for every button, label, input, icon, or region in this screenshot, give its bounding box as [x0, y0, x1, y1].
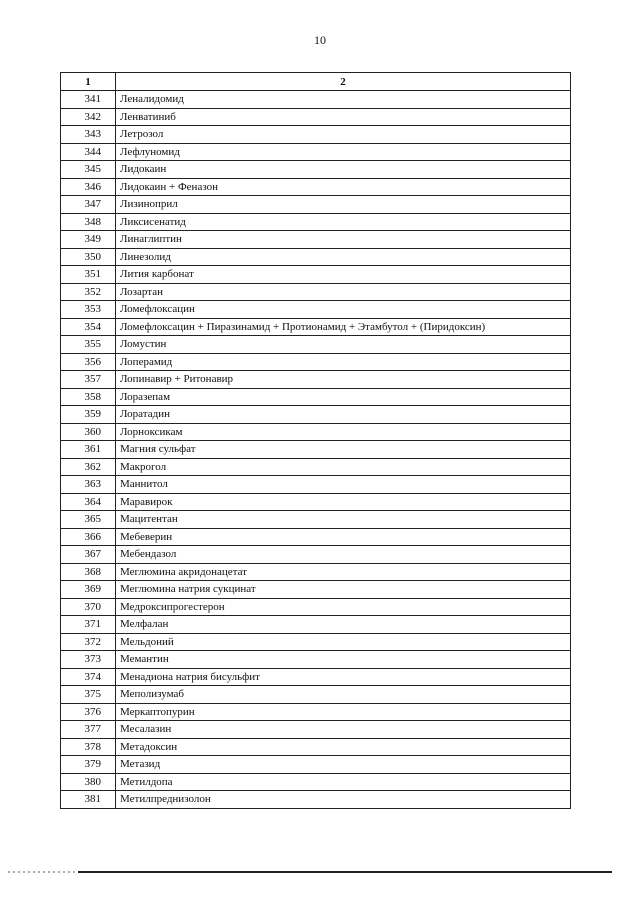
- table-row: [61, 721, 571, 739]
- table-row: [61, 668, 571, 686]
- medication-name: Лефлуномид: [116, 143, 571, 161]
- table-row: [61, 353, 571, 371]
- table-header-row: [61, 73, 571, 91]
- medication-name: Меркаптопурин: [116, 703, 571, 721]
- row-number: 373: [61, 651, 116, 669]
- scanned-footer-line: [8, 870, 612, 874]
- medication-name: Меполизумаб: [116, 686, 571, 704]
- medication-name: Мебеверин: [116, 528, 571, 546]
- row-number: 353: [61, 301, 116, 319]
- column-header-name: 2: [116, 73, 571, 91]
- medication-name: Летрозол: [116, 126, 571, 144]
- medication-name: Медроксипрогестерон: [116, 598, 571, 616]
- medication-name: Лоразепам: [116, 388, 571, 406]
- medication-name: Меглюмина акридонацетат: [116, 563, 571, 581]
- medication-name: Линаглиптин: [116, 231, 571, 249]
- table-row: [61, 458, 571, 476]
- medication-name: Ломефлоксацин + Пиразинамид + Протионамид + Этамбутол + (Пиридоксин): [116, 318, 571, 336]
- medication-table: [60, 72, 571, 809]
- row-number: 355: [61, 336, 116, 354]
- medication-name: Лидокаин: [116, 161, 571, 179]
- medication-name: Мелфалан: [116, 616, 571, 634]
- medication-name: Ленватиниб: [116, 108, 571, 126]
- row-number: 376: [61, 703, 116, 721]
- row-number: 369: [61, 581, 116, 599]
- medication-name: Линезолид: [116, 248, 571, 266]
- row-number: 352: [61, 283, 116, 301]
- medication-name: Меглюмина натрия сукцинат: [116, 581, 571, 599]
- row-number: 367: [61, 546, 116, 564]
- table-row: [61, 546, 571, 564]
- row-number: 347: [61, 196, 116, 214]
- medication-name: Ломустин: [116, 336, 571, 354]
- row-number: 341: [61, 91, 116, 109]
- table-row: [61, 196, 571, 214]
- table-row: [61, 528, 571, 546]
- page-number: 10: [314, 33, 326, 47]
- medication-name: Мебендазол: [116, 546, 571, 564]
- row-number: 344: [61, 143, 116, 161]
- table-row: [61, 143, 571, 161]
- row-number: 375: [61, 686, 116, 704]
- table-row: [61, 283, 571, 301]
- table-row: [61, 213, 571, 231]
- medication-name: Лорноксикам: [116, 423, 571, 441]
- table-row: [61, 703, 571, 721]
- row-number: 350: [61, 248, 116, 266]
- row-number: 343: [61, 126, 116, 144]
- table-row: [61, 633, 571, 651]
- medication-name: Мельдоний: [116, 633, 571, 651]
- row-number: 359: [61, 406, 116, 424]
- medication-name: Лопинавир + Ритонавир: [116, 371, 571, 389]
- row-number: 361: [61, 441, 116, 459]
- row-number: 348: [61, 213, 116, 231]
- table-row: [61, 371, 571, 389]
- table-row: [61, 231, 571, 249]
- table-row: [61, 388, 571, 406]
- table-row: [61, 773, 571, 791]
- row-number: 349: [61, 231, 116, 249]
- table-row: [61, 301, 571, 319]
- table-row: [61, 108, 571, 126]
- row-number: 370: [61, 598, 116, 616]
- table-row: [61, 423, 571, 441]
- medication-name: Лозартан: [116, 283, 571, 301]
- table-row: [61, 441, 571, 459]
- table-row: [61, 791, 571, 809]
- row-number: 342: [61, 108, 116, 126]
- row-number: 354: [61, 318, 116, 336]
- table-row: [61, 756, 571, 774]
- row-number: 368: [61, 563, 116, 581]
- row-number: 345: [61, 161, 116, 179]
- medication-name: Магния сульфат: [116, 441, 571, 459]
- row-number: 365: [61, 511, 116, 529]
- table-row: [61, 738, 571, 756]
- table-row: [61, 686, 571, 704]
- row-number: 377: [61, 721, 116, 739]
- table-row: [61, 616, 571, 634]
- medication-name: Ломефлоксацин: [116, 301, 571, 319]
- medication-name: Макрогол: [116, 458, 571, 476]
- row-number: 356: [61, 353, 116, 371]
- row-number: 374: [61, 668, 116, 686]
- row-number: 378: [61, 738, 116, 756]
- medication-name: Лоратадин: [116, 406, 571, 424]
- table-body: [61, 91, 571, 809]
- row-number: 357: [61, 371, 116, 389]
- medication-name: Мацитентан: [116, 511, 571, 529]
- medication-name: Метазид: [116, 756, 571, 774]
- table-row: [61, 248, 571, 266]
- column-header-number: 1: [61, 73, 116, 91]
- row-number: 366: [61, 528, 116, 546]
- row-number: 351: [61, 266, 116, 284]
- row-number: 362: [61, 458, 116, 476]
- table-row: [61, 476, 571, 494]
- table-row: [61, 598, 571, 616]
- row-number: 360: [61, 423, 116, 441]
- table-row: [61, 91, 571, 109]
- table-row: [61, 336, 571, 354]
- medication-name: Мемантин: [116, 651, 571, 669]
- medication-name: Лития карбонат: [116, 266, 571, 284]
- row-number: 371: [61, 616, 116, 634]
- row-number: 372: [61, 633, 116, 651]
- medication-name: Метилдопа: [116, 773, 571, 791]
- medication-name: Метадоксин: [116, 738, 571, 756]
- medication-name: Ликсисенатид: [116, 213, 571, 231]
- row-number: 380: [61, 773, 116, 791]
- row-number: 379: [61, 756, 116, 774]
- medication-name: Метилпреднизолон: [116, 791, 571, 809]
- medication-name: Лоперамид: [116, 353, 571, 371]
- medication-name: Леналидомид: [116, 91, 571, 109]
- row-number: 363: [61, 476, 116, 494]
- table-row: [61, 651, 571, 669]
- medication-name: Маннитол: [116, 476, 571, 494]
- medication-name: Лидокаин + Феназон: [116, 178, 571, 196]
- table-row: [61, 406, 571, 424]
- row-number: 358: [61, 388, 116, 406]
- row-number: 346: [61, 178, 116, 196]
- table-row: [61, 178, 571, 196]
- table-row: [61, 318, 571, 336]
- table-row: [61, 563, 571, 581]
- table-row: [61, 266, 571, 284]
- table-row: [61, 493, 571, 511]
- row-number: 381: [61, 791, 116, 809]
- medication-name: Маравирок: [116, 493, 571, 511]
- row-number: 364: [61, 493, 116, 511]
- medication-name: Лизиноприл: [116, 196, 571, 214]
- medication-name: Менадиона натрия бисульфит: [116, 668, 571, 686]
- table-row: [61, 126, 571, 144]
- table-row: [61, 161, 571, 179]
- medication-name: Месалазин: [116, 721, 571, 739]
- table-row: [61, 511, 571, 529]
- table-row: [61, 581, 571, 599]
